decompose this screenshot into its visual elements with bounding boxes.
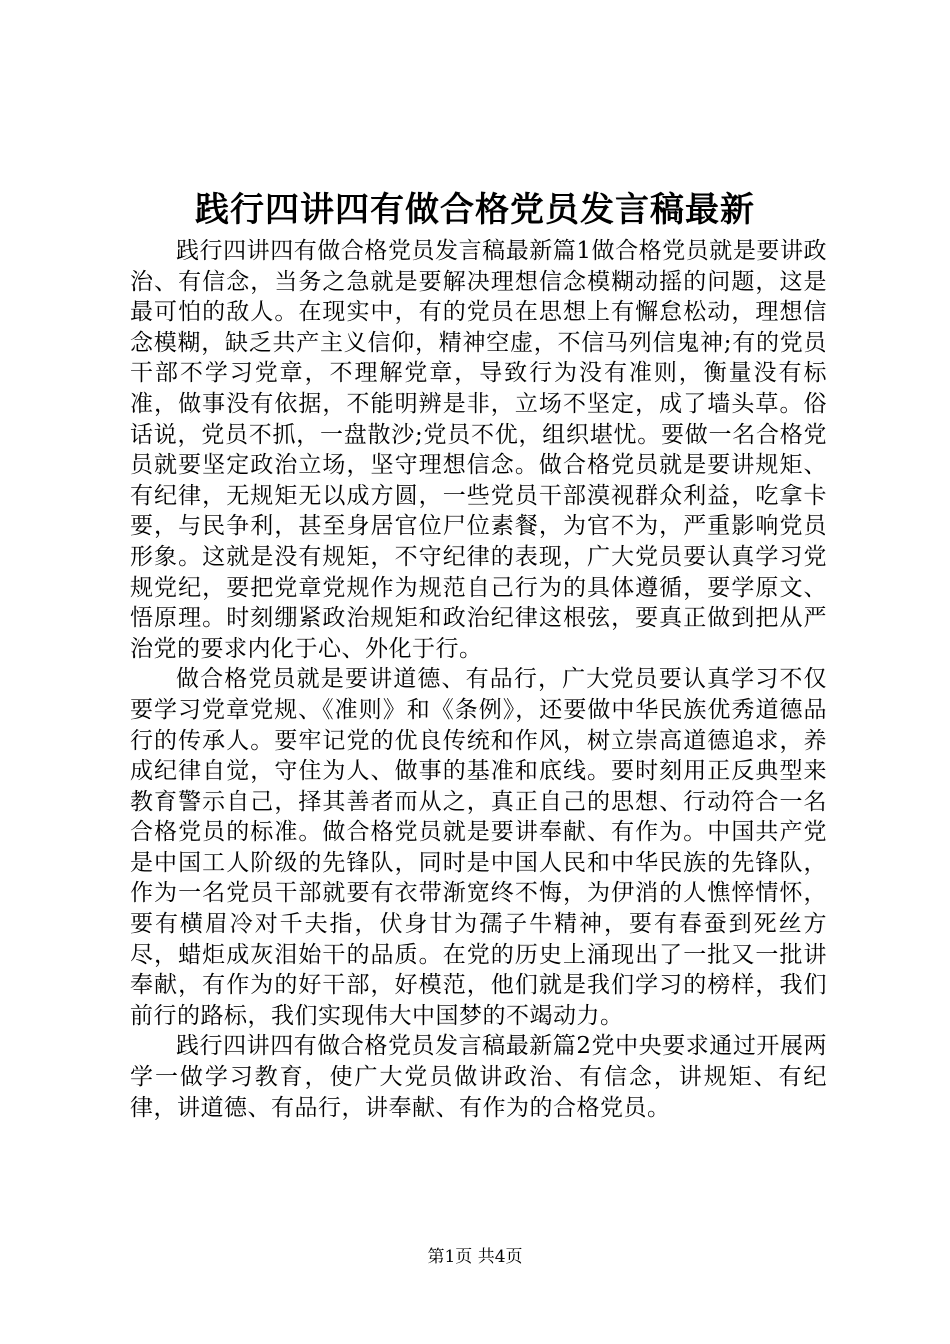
- paragraph-3: 践行四讲四有做合格党员发言稿最新篇2党中央要求通过开展两学一做学习教育，使广大党员做讲政治、有信念，讲规矩、有纪律，讲道德、有品行，讲奉献、有作为的合格党员。: [130, 1033, 827, 1121]
- document-body: [130, 236, 827, 1123]
- document-title: 践行四讲四有做合格党员发言稿最新: [195, 190, 755, 230]
- paragraph-1: 践行四讲四有做合格党员发言稿最新篇1做合格党员就是要讲政治、有信念，当务之急就是要解决理想信念模糊动摇的问题，这是最可怕的敌人。在现实中，有的党员在思想上有懈怠松动，理想信念模糊，缺乏共产主义信仰，精神空虚，不信马列信鬼神;有的党员干部不学习党章，不理解党章，导致行为没有准则，衡量没有标准，做事没有依据，不能明辨是非，立场不坚定，成了墙头草。俗话说，党员不抓，一盘散沙;党员不优，组织堪忧。要做一名合格党员就要坚定政治立场，坚守理想信念。做合格党员就是要讲规矩、有纪律，无规矩无以成方圆，一些党员干部漠视群众利益，吃拿卡要，与民争利，甚至身居官位尸位素餐，为官不为，严重影响党员形象。这就是没有规矩，不守纪律的表现，广大党员要认真学习党规党纪，要把党章党规作为规范自己行为的具体遵循，要学原文、悟原理。时刻绷紧政治规矩和政治纪律这根弦，要真正做到把从严治党的要求内化于心、外化于行。: [130, 238, 827, 662]
- page-footer: [0, 1245, 950, 1269]
- page-number-indicator: 第1页 共4页: [427, 1247, 523, 1267]
- paragraph-2: 做合格党员就是要讲道德、有品行，广大党员要认真学习不仅要学习党章党规、《准则》和《条例》，还要做中华民族优秀道德品行的传承人。要牢记党的优良传统和作风，树立崇高道德追求，养成纪律自觉，守住为人、做事的基准和底线。要时刻用正反典型来教育警示自己，择其善者而从之，真正自己的思想、行动符合一名合格党员的标准。做合格党员就是要讲奉献、有作为。中国共产党是中国工人阶级的先锋队，同时是中国人民和中华民族的先锋队，作为一名党员干部就要有衣带渐宽终不悔，为伊消的人憔悴情怀，要有横眉冷对千夫指，伏身甘为孺子牛精神，要有春蚕到死丝方尽，蜡炬成灰泪始干的品质。在党的历史上涌现出了一批又一批讲奉献，有作为的好干部，好模范，他们就是我们学习的榜样，我们前行的路标，我们实现伟大中国梦的不竭动力。: [130, 666, 827, 1029]
